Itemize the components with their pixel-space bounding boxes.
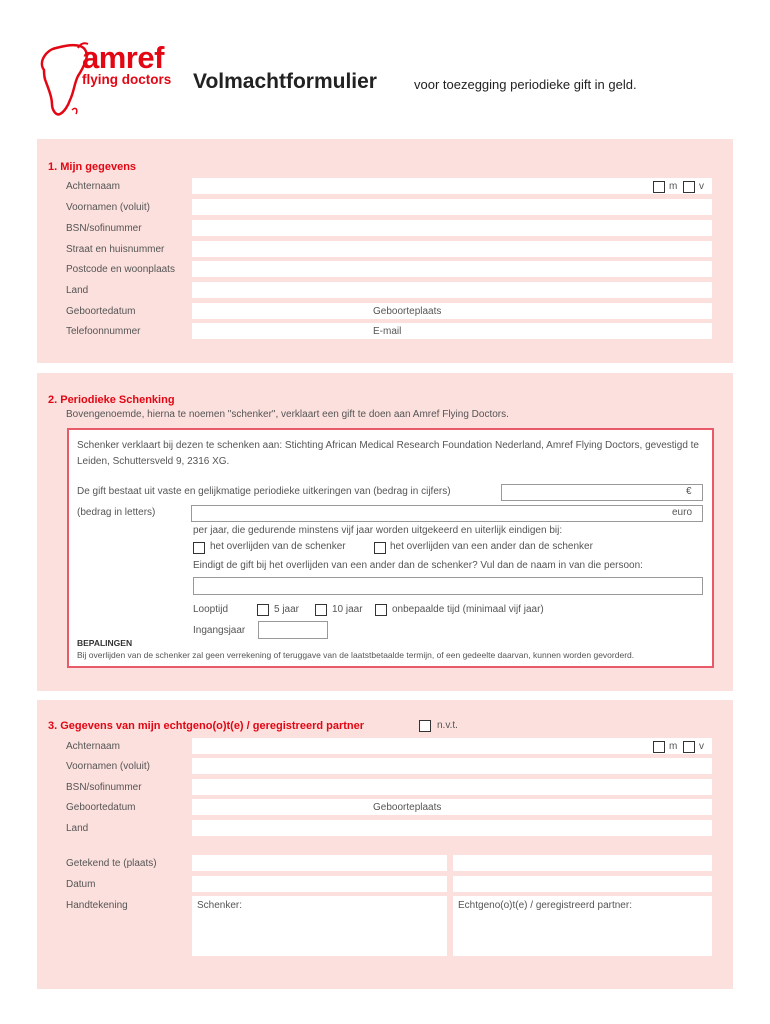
land-input[interactable] bbox=[192, 282, 712, 298]
per-year-text: per jaar, die gedurende minstens vijf jaar worden uitgekeerd en uiterlijk eindigen bij: bbox=[193, 525, 563, 536]
partner-gender-v-label: v bbox=[699, 741, 704, 752]
field-label: Postcode en woonplaats bbox=[66, 264, 175, 275]
datum-schenker-input[interactable] bbox=[192, 876, 447, 892]
section-mijn-gegevens bbox=[37, 139, 733, 363]
gender-v-checkbox[interactable] bbox=[683, 181, 695, 193]
gender-v-label: v bbox=[699, 181, 704, 192]
looptijd-5-label: 5 jaar bbox=[274, 604, 300, 615]
field-label: Voornamen (voluit) bbox=[66, 202, 150, 213]
field-label: Land bbox=[66, 285, 89, 296]
field-label: Voornamen (voluit) bbox=[66, 761, 150, 772]
bsn-input[interactable] bbox=[192, 220, 712, 236]
achternaam-input[interactable] bbox=[192, 178, 712, 194]
partner-gender-m-checkbox[interactable] bbox=[653, 741, 665, 753]
telefoon-input[interactable] bbox=[192, 323, 712, 339]
euro-word: euro bbox=[672, 507, 693, 518]
letters-label: (bedrag in letters) bbox=[77, 507, 156, 518]
partner-achternaam-input[interactable] bbox=[192, 738, 712, 754]
datum-partner-input[interactable] bbox=[453, 876, 712, 892]
section-title: 1. Mijn gegevens bbox=[48, 161, 137, 173]
email-label: E-mail bbox=[373, 326, 402, 337]
section-title: 2. Periodieke Schenking bbox=[48, 394, 175, 406]
section-partner-gegevens bbox=[37, 700, 733, 989]
schenker-sign-label: Schenker: bbox=[197, 900, 243, 911]
page-title: Volmachtformulier bbox=[193, 70, 377, 93]
section-intro: Bovengenoemde, hierna te noemen "schenker", verklaart een gift te doen aan Amref Flying Doctors. bbox=[66, 409, 509, 420]
looptijd-label: Looptijd bbox=[193, 604, 229, 615]
gender-m-label: m bbox=[669, 181, 678, 192]
brand-name: amref bbox=[82, 40, 164, 75]
field-label: BSN/sofinummer bbox=[66, 782, 142, 793]
partner-geboorteplaats-label: Geboorteplaats bbox=[373, 802, 442, 813]
field-label: Land bbox=[66, 823, 89, 834]
partner-voornamen-input[interactable] bbox=[192, 758, 712, 774]
voornamen-input[interactable] bbox=[192, 199, 712, 215]
bepalingen-text: Bij overlijden van de schenker zal geen verrekening of teruggave van de laatstbetaalde termijn, of een gedeelte daarvan, kunnen worden gevorderd. bbox=[77, 650, 635, 660]
ingangsjaar-input[interactable] bbox=[258, 621, 328, 639]
partner-gender-m-label: m bbox=[669, 741, 678, 752]
brand-tagline: flying doctors bbox=[82, 72, 172, 87]
eindigt-schenker-checkbox[interactable] bbox=[193, 542, 205, 554]
field-label: Geboortedatum bbox=[66, 306, 136, 317]
postcode-input[interactable] bbox=[192, 261, 712, 277]
straat-input[interactable] bbox=[192, 241, 712, 257]
datum-label: Datum bbox=[66, 879, 96, 890]
gender-m-checkbox[interactable] bbox=[653, 181, 665, 193]
looptijd-onbepaald-checkbox[interactable] bbox=[375, 604, 387, 616]
partner-bsn-input[interactable] bbox=[192, 779, 712, 795]
ander-question: Eindigt de gift bij het overlijden van een ander dan de schenker? Vul dan de naam in van die persoon: bbox=[193, 560, 643, 571]
eindigt-ander-checkbox[interactable] bbox=[374, 542, 386, 554]
handtekening-label: Handtekening bbox=[66, 900, 128, 911]
eindigt-ander-label: het overlijden van een ander dan de schenker bbox=[390, 541, 593, 552]
partner-sign-label: Echtgeno(o)t(e) / geregistreerd partner: bbox=[458, 900, 632, 911]
looptijd-5-checkbox[interactable] bbox=[257, 604, 269, 616]
getekend-label: Getekend te (plaats) bbox=[66, 858, 157, 869]
schenking-details-box bbox=[67, 428, 714, 668]
looptijd-onbepaald-label: onbepaalde tijd (minimaal vijf jaar) bbox=[392, 604, 544, 615]
nvt-label: n.v.t. bbox=[437, 720, 458, 731]
amount-label: De gift bestaat uit vaste en gelijkmatige periodieke uitkeringen van (bedrag in cijfers) bbox=[77, 486, 451, 497]
geboortedatum-input[interactable] bbox=[192, 303, 712, 319]
field-label: Geboortedatum bbox=[66, 802, 136, 813]
partner-gender-v-checkbox[interactable] bbox=[683, 741, 695, 753]
ingangsjaar-label: Ingangsjaar bbox=[193, 625, 246, 636]
partner-land-input[interactable] bbox=[192, 820, 712, 836]
ander-naam-input[interactable] bbox=[193, 577, 703, 595]
field-label: Telefoonnummer bbox=[66, 326, 141, 337]
euro-symbol: € bbox=[686, 486, 692, 497]
amount-letters-input[interactable] bbox=[191, 505, 703, 522]
looptijd-10-checkbox[interactable] bbox=[315, 604, 327, 616]
field-label: BSN/sofinummer bbox=[66, 223, 142, 234]
field-label: Achternaam bbox=[66, 741, 120, 752]
geboorteplaats-label: Geboorteplaats bbox=[373, 306, 442, 317]
eindigt-schenker-label: het overlijden van de schenker bbox=[210, 541, 346, 552]
nvt-checkbox[interactable] bbox=[419, 720, 431, 732]
page-subtitle: voor toezegging periodieke gift in geld. bbox=[414, 77, 637, 92]
getekend-partner-input[interactable] bbox=[453, 855, 712, 871]
partner-geboortedatum-input[interactable] bbox=[192, 799, 712, 815]
section-title: 3. Gegevens van mijn echtgeno(o)t(e) / geregistreerd partner bbox=[48, 720, 365, 732]
looptijd-10-label: 10 jaar bbox=[332, 604, 363, 615]
amount-digits-input[interactable] bbox=[501, 484, 703, 501]
bepalingen-title: BEPALINGEN bbox=[77, 638, 133, 648]
getekend-schenker-input[interactable] bbox=[192, 855, 447, 871]
field-label: Achternaam bbox=[66, 181, 120, 192]
field-label: Straat en huisnummer bbox=[66, 244, 165, 255]
declaration-text: Schenker verklaart bij dezen te schenken aan: Stichting African Medical Research Foundation Nederland, Amref Flying Doctors, gevestigd te Leiden, Schuttersveld 9, 2316 XG. bbox=[77, 440, 699, 467]
